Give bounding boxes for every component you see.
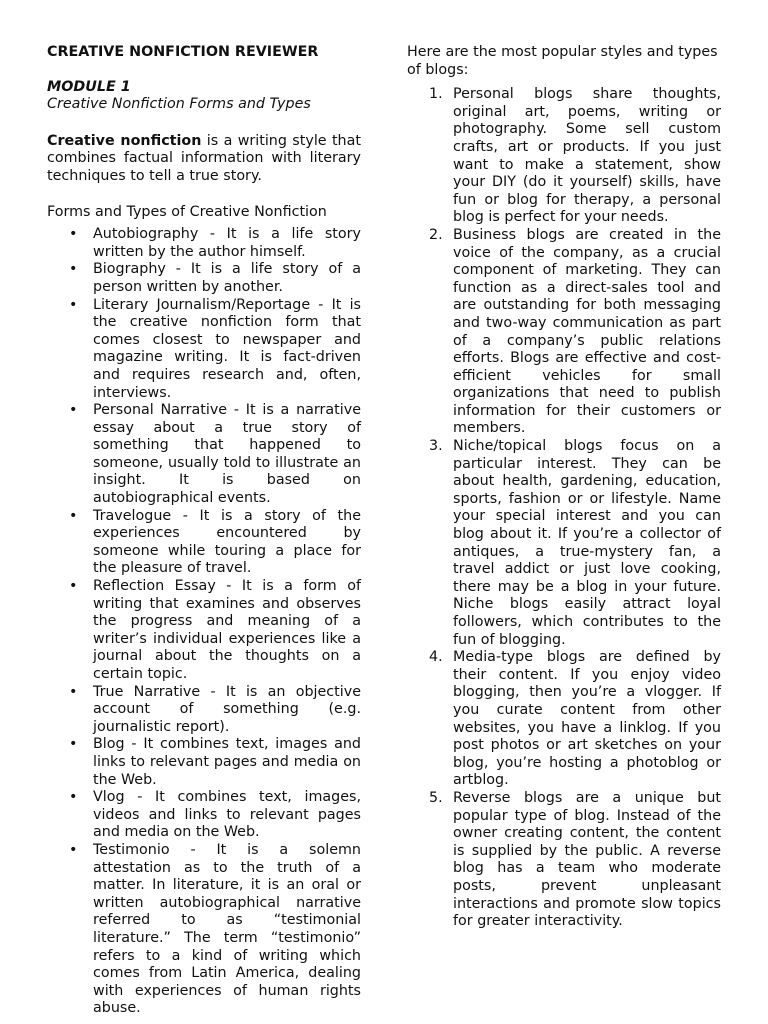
- form-text: Reflection Essay - It is a form of writing that examines and observes the progress and meaning of a writer’s individual experiences like a journal about the thoughts on a certain topic.: [93, 578, 361, 682]
- module-subtitle: Creative Nonfiction Forms and Types: [47, 96, 311, 113]
- list-number: 3.: [429, 438, 443, 455]
- definition-text: is a writing style that combines factual information with literary techniques to tell a true story.: [47, 132, 361, 184]
- list-item: [47, 297, 361, 403]
- bullet-icon: •: [69, 736, 78, 753]
- list-item: [47, 226, 361, 261]
- blog-type-text: Personal blogs share thoughts, original art, poems, writing or photography. Some sell custom crafts, art or products. If you just want to make a statement, show your DIY (do it yourself) skills, have fun or blog for therapy, a personal blog is perfect for your needs.: [453, 86, 721, 226]
- bullet-icon: •: [69, 683, 78, 700]
- blog-type-text: Reverse blogs are a unique but popular type of blog. Instead of the owner creating content, the content is supplied by the public. A reverse blog has a team who moderate posts, prevent unpleasant interactions and promote slow topics for greater interactivity.: [453, 789, 721, 930]
- blogs-intro: Here are the most popular styles and types of blogs:: [407, 44, 718, 78]
- form-text: Biography - It is a life story of a person written by another.: [93, 261, 361, 295]
- list-item: [47, 261, 361, 296]
- bullet-icon: •: [69, 578, 78, 595]
- list-number: 4.: [429, 649, 443, 666]
- bullet-icon: •: [69, 261, 78, 278]
- list-item: [407, 649, 721, 790]
- list-item: [407, 438, 721, 649]
- list-item: [47, 789, 361, 842]
- bullet-icon: •: [69, 296, 78, 313]
- forms-list: [47, 226, 361, 1018]
- definition-paragraph: [47, 133, 361, 186]
- list-item: [47, 508, 361, 578]
- list-number: 1.: [429, 86, 443, 103]
- list-item: [47, 402, 361, 508]
- blog-types-list: [407, 86, 721, 931]
- list-item: [47, 578, 361, 684]
- bullet-icon: •: [69, 507, 78, 524]
- blog-type-text: Niche/topical blogs focus on a particular interest. They can be about health, gardening, education, sports, fashion or or lifestyle. Name your special interest and you can blog about it. If you’re a collector of antiques, a true-mystery fan, a travel addict or just love cooking, there may be a blog in your future. Niche blogs easily attract loyal followers, which contributes to the fun of blogging.: [453, 438, 721, 648]
- list-item: [407, 790, 721, 931]
- form-text: Vlog - It combines text, images, videos and links to relevant pages and media on the Web.: [93, 789, 361, 841]
- definition-term: Creative nonfiction: [47, 132, 202, 149]
- bullet-icon: •: [69, 226, 78, 243]
- form-text: Autobiography - It is a life story written by the author himself.: [93, 226, 361, 260]
- form-text: True Narrative - It is an objective account of something (e.g. journalistic report).: [93, 683, 361, 735]
- list-number: 5.: [429, 789, 443, 806]
- blog-type-text: Media-type blogs are defined by their content. If you enjoy video blogging, then you’re a vlogger. If you curate content from other websites, you have a linklog. If you post photos or art sketches on your blog, you’re hosting a photoblog or artblog.: [453, 649, 721, 789]
- left-column: [47, 44, 361, 1018]
- form-text: Blog - It combines text, images and links to relevant pages and media on the Web.: [93, 736, 361, 788]
- form-text: Literary Journalism/Reportage - It is the creative nonfiction form that comes closest to newspaper and magazine writing. It is fact-driven and requires research and, often, interviews.: [93, 296, 361, 401]
- bullet-icon: •: [69, 789, 78, 806]
- list-item: [47, 736, 361, 789]
- form-text: Travelogue - It is a story of the experiences encountered by someone while touring a place for the pleasure of travel.: [93, 507, 361, 577]
- blog-type-text: Business blogs are created in the voice of the company, as a crucial component of marketing. They can function as a direct-sales tool and are outstanding for both messaging and two-way communication as part of a company’s public relations efforts. Blogs are effective and cost-efficient vehicles for small organizations that need to publish information for their customers or members.: [453, 226, 721, 437]
- right-column: [407, 44, 721, 931]
- list-item: [407, 86, 721, 227]
- form-text: Testimonio - It is a solemn attestation as to the truth of a matter. In literature, it is an oral or written autobiographical narrative referred to as “testimonial literature.” The term “testimonio” refers to a kind of writing which comes from Latin America, dealing with experiences of human rights abuse.: [93, 841, 361, 1017]
- forms-heading: Forms and Types of Creative Nonfiction: [47, 203, 327, 220]
- document-title: CREATIVE NONFICTION REVIEWER: [47, 44, 319, 60]
- form-text: Personal Narrative - It is a narrative essay about a true story of something that happened to someone, usually told to illustrate an insight. It is based on autobiographical events.: [93, 402, 361, 507]
- bullet-icon: •: [69, 841, 78, 858]
- list-item: [47, 684, 361, 737]
- module-heading: MODULE 1: [47, 78, 131, 95]
- list-item: [407, 227, 721, 438]
- bullet-icon: •: [69, 402, 78, 419]
- list-number: 2.: [429, 226, 443, 243]
- list-item: [47, 842, 361, 1018]
